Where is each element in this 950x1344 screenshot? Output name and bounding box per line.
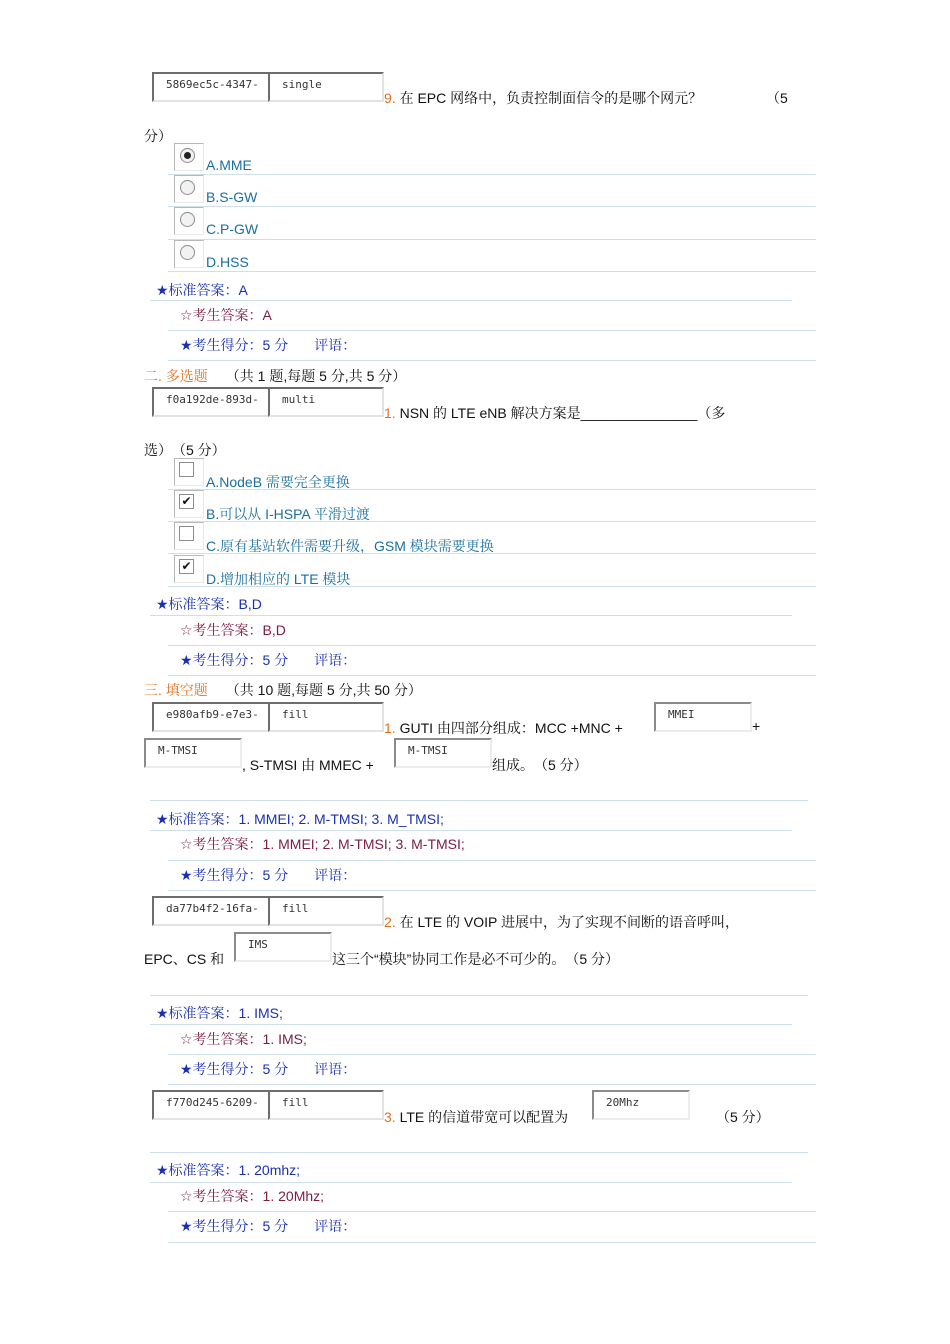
fill-blank-3[interactable]: M-TMSI (394, 738, 492, 768)
student-answer: ☆考生答案：B,D (180, 622, 286, 638)
question-type-field[interactable]: single (268, 72, 384, 102)
student-answer: ☆考生答案：A (180, 307, 272, 323)
section-header-fill (144, 680, 422, 700)
question-type-field[interactable]: fill (268, 702, 384, 732)
question-id-field[interactable]: f0a192de-893d- (152, 387, 270, 417)
radio-empty-icon (180, 180, 195, 195)
question-text (384, 912, 739, 932)
question-text (384, 718, 623, 738)
divider (150, 830, 792, 831)
question-text-part: EPC、CS 和 (144, 951, 225, 967)
section-number: 二. (144, 368, 162, 384)
radio-option-a[interactable] (174, 143, 204, 171)
fill-blank-1[interactable]: MMEI (654, 702, 752, 732)
divider (168, 553, 816, 554)
radio-option-c[interactable] (174, 207, 204, 235)
score-text: ★考生得分：5 分 (180, 1218, 289, 1234)
question-text (384, 1107, 568, 1127)
option-label-c: C.原有基站软件需要升级，GSM 模块需要更换 (206, 538, 494, 554)
section-title: 多选题 (161, 368, 208, 384)
divider (168, 174, 816, 175)
question-text-part: 组成。 （5 分） (492, 757, 588, 773)
divider (168, 239, 816, 240)
divider (150, 1152, 808, 1153)
option-label-a: A.NodeB 需要完全更换 (206, 474, 350, 490)
option-label-d: D.增加相应的 LTE 模块 (206, 571, 351, 587)
comment-label: 评语： (314, 1061, 357, 1077)
option-label-a: A.MME (206, 157, 252, 173)
question-body: LTE 的信道带宽可以配置为 (395, 1109, 569, 1125)
divider (168, 675, 816, 676)
checkbox-option-b[interactable] (174, 490, 204, 518)
question-number: 1. (384, 405, 396, 421)
question-id-field[interactable]: 5869ec5c-4347- (152, 72, 270, 102)
student-answer: ☆考生答案：1. IMS; (180, 1031, 307, 1047)
checkbox-empty-icon (179, 462, 194, 477)
question-body: 在 EPC 网络中，负责控制面信令的是哪个网元？ (395, 90, 703, 106)
divider (168, 1054, 816, 1055)
checkbox-option-a[interactable] (174, 458, 204, 486)
student-answer: ☆考生答案：1. MMEI; 2. M-TMSI; 3. M-TMSI; (180, 836, 465, 852)
divider (168, 360, 816, 361)
student-score (180, 650, 356, 670)
fill-blank-1[interactable]: IMS (234, 932, 332, 962)
divider (168, 1084, 816, 1085)
question-points-tail: 分） (144, 128, 172, 144)
question-number: 9. (384, 90, 396, 106)
divider (168, 521, 816, 522)
student-score (180, 1059, 356, 1079)
question-points: （5 (766, 90, 788, 106)
question-body: GUTI 由四部分组成：MCC +MNC + (395, 720, 623, 736)
divider (168, 271, 816, 272)
comment-label: 评语： (314, 337, 357, 353)
score-text: ★考生得分：5 分 (180, 337, 289, 353)
question-id-field[interactable]: e980afb9-e7e3- (152, 702, 270, 732)
divider (168, 489, 816, 490)
checkbox-option-d[interactable] (174, 555, 204, 583)
checkbox-empty-icon (179, 526, 194, 541)
radio-empty-icon (180, 212, 195, 227)
question-text-part: 这三个“模块”协同工作是必不可少的。 （5 分） (332, 951, 619, 967)
question-number: 3. (384, 1109, 396, 1125)
question-number: 2. (384, 914, 396, 930)
divider (168, 890, 816, 891)
student-score (180, 865, 356, 885)
checkmark-icon: ✔ (179, 494, 194, 509)
standard-answer: ★标准答案：B,D (156, 596, 262, 612)
question-type-field[interactable]: multi (268, 387, 384, 417)
question-text-part: + (752, 718, 761, 734)
section-header-multi (144, 366, 406, 386)
section-number: 三. (144, 682, 162, 698)
fill-blank-1[interactable]: 20Mhz (592, 1090, 690, 1120)
divider (168, 206, 816, 207)
option-label-c: C.P-GW (206, 221, 259, 237)
student-answer: ☆考生答案：1. 20Mhz; (180, 1188, 325, 1204)
comment-label: 评语： (314, 652, 357, 668)
student-score (180, 335, 356, 355)
option-label-d: D.HSS (206, 254, 249, 270)
checkbox-option-c[interactable] (174, 522, 204, 550)
question-text-tail: 选） （5 分） (144, 442, 226, 458)
student-score (180, 1216, 356, 1236)
divider (150, 800, 808, 801)
question-id-field[interactable]: da77b4f2-16fa- (152, 896, 270, 926)
checkmark-icon: ✔ (179, 559, 194, 574)
question-body: 在 LTE 的 VOIP 进展中，为了实现不间断的语音呼叫， (395, 914, 739, 930)
fill-blank-2[interactable]: M-TMSI (144, 738, 242, 768)
comment-label: 评语： (314, 867, 357, 883)
divider (168, 330, 816, 331)
divider (168, 1211, 816, 1212)
question-type-field[interactable]: fill (268, 1090, 384, 1120)
comment-label: 评语： (314, 1218, 357, 1234)
score-text: ★考生得分：5 分 (180, 1061, 289, 1077)
question-number: 1. (384, 720, 396, 736)
section-info: （共 10 题,每题 5 分,共 50 分） (225, 682, 422, 698)
standard-answer: ★标准答案：1. 20mhz; (156, 1162, 301, 1178)
question-body: NSN 的 LTE eNB 解决方案是_______________（多 (395, 405, 726, 421)
divider (150, 995, 808, 996)
radio-option-d[interactable] (174, 240, 204, 268)
question-text (384, 403, 725, 423)
divider (168, 645, 816, 646)
question-text (384, 88, 702, 108)
question-points: （5 分） (716, 1109, 770, 1125)
radio-option-b[interactable] (174, 175, 204, 203)
standard-answer: ★标准答案：1. MMEI; 2. M-TMSI; 3. M_TMSI; (156, 811, 444, 827)
option-label-b: B.S-GW (206, 189, 258, 205)
section-title: 填空题 (161, 682, 208, 698)
divider (150, 1024, 792, 1025)
section-info: （共 1 题,每题 5 分,共 5 分） (225, 368, 407, 384)
divider (150, 1182, 792, 1183)
question-text-part: , S-TMSI 由 MMEC + (242, 757, 374, 773)
divider (168, 1242, 816, 1243)
standard-answer: ★标准答案：1. IMS; (156, 1005, 283, 1021)
divider (150, 615, 792, 616)
question-id-field[interactable]: f770d245-6209- (152, 1090, 270, 1120)
divider (168, 860, 816, 861)
radio-selected-icon (180, 148, 195, 163)
score-text: ★考生得分：5 分 (180, 652, 289, 668)
divider (150, 300, 792, 301)
divider (168, 586, 816, 587)
question-type-field[interactable]: fill (268, 896, 384, 926)
score-text: ★考生得分：5 分 (180, 867, 289, 883)
radio-empty-icon (180, 245, 195, 260)
standard-answer: ★标准答案：A (156, 282, 248, 298)
option-label-b: B.可以从 I-HSPA 平滑过渡 (206, 506, 370, 522)
